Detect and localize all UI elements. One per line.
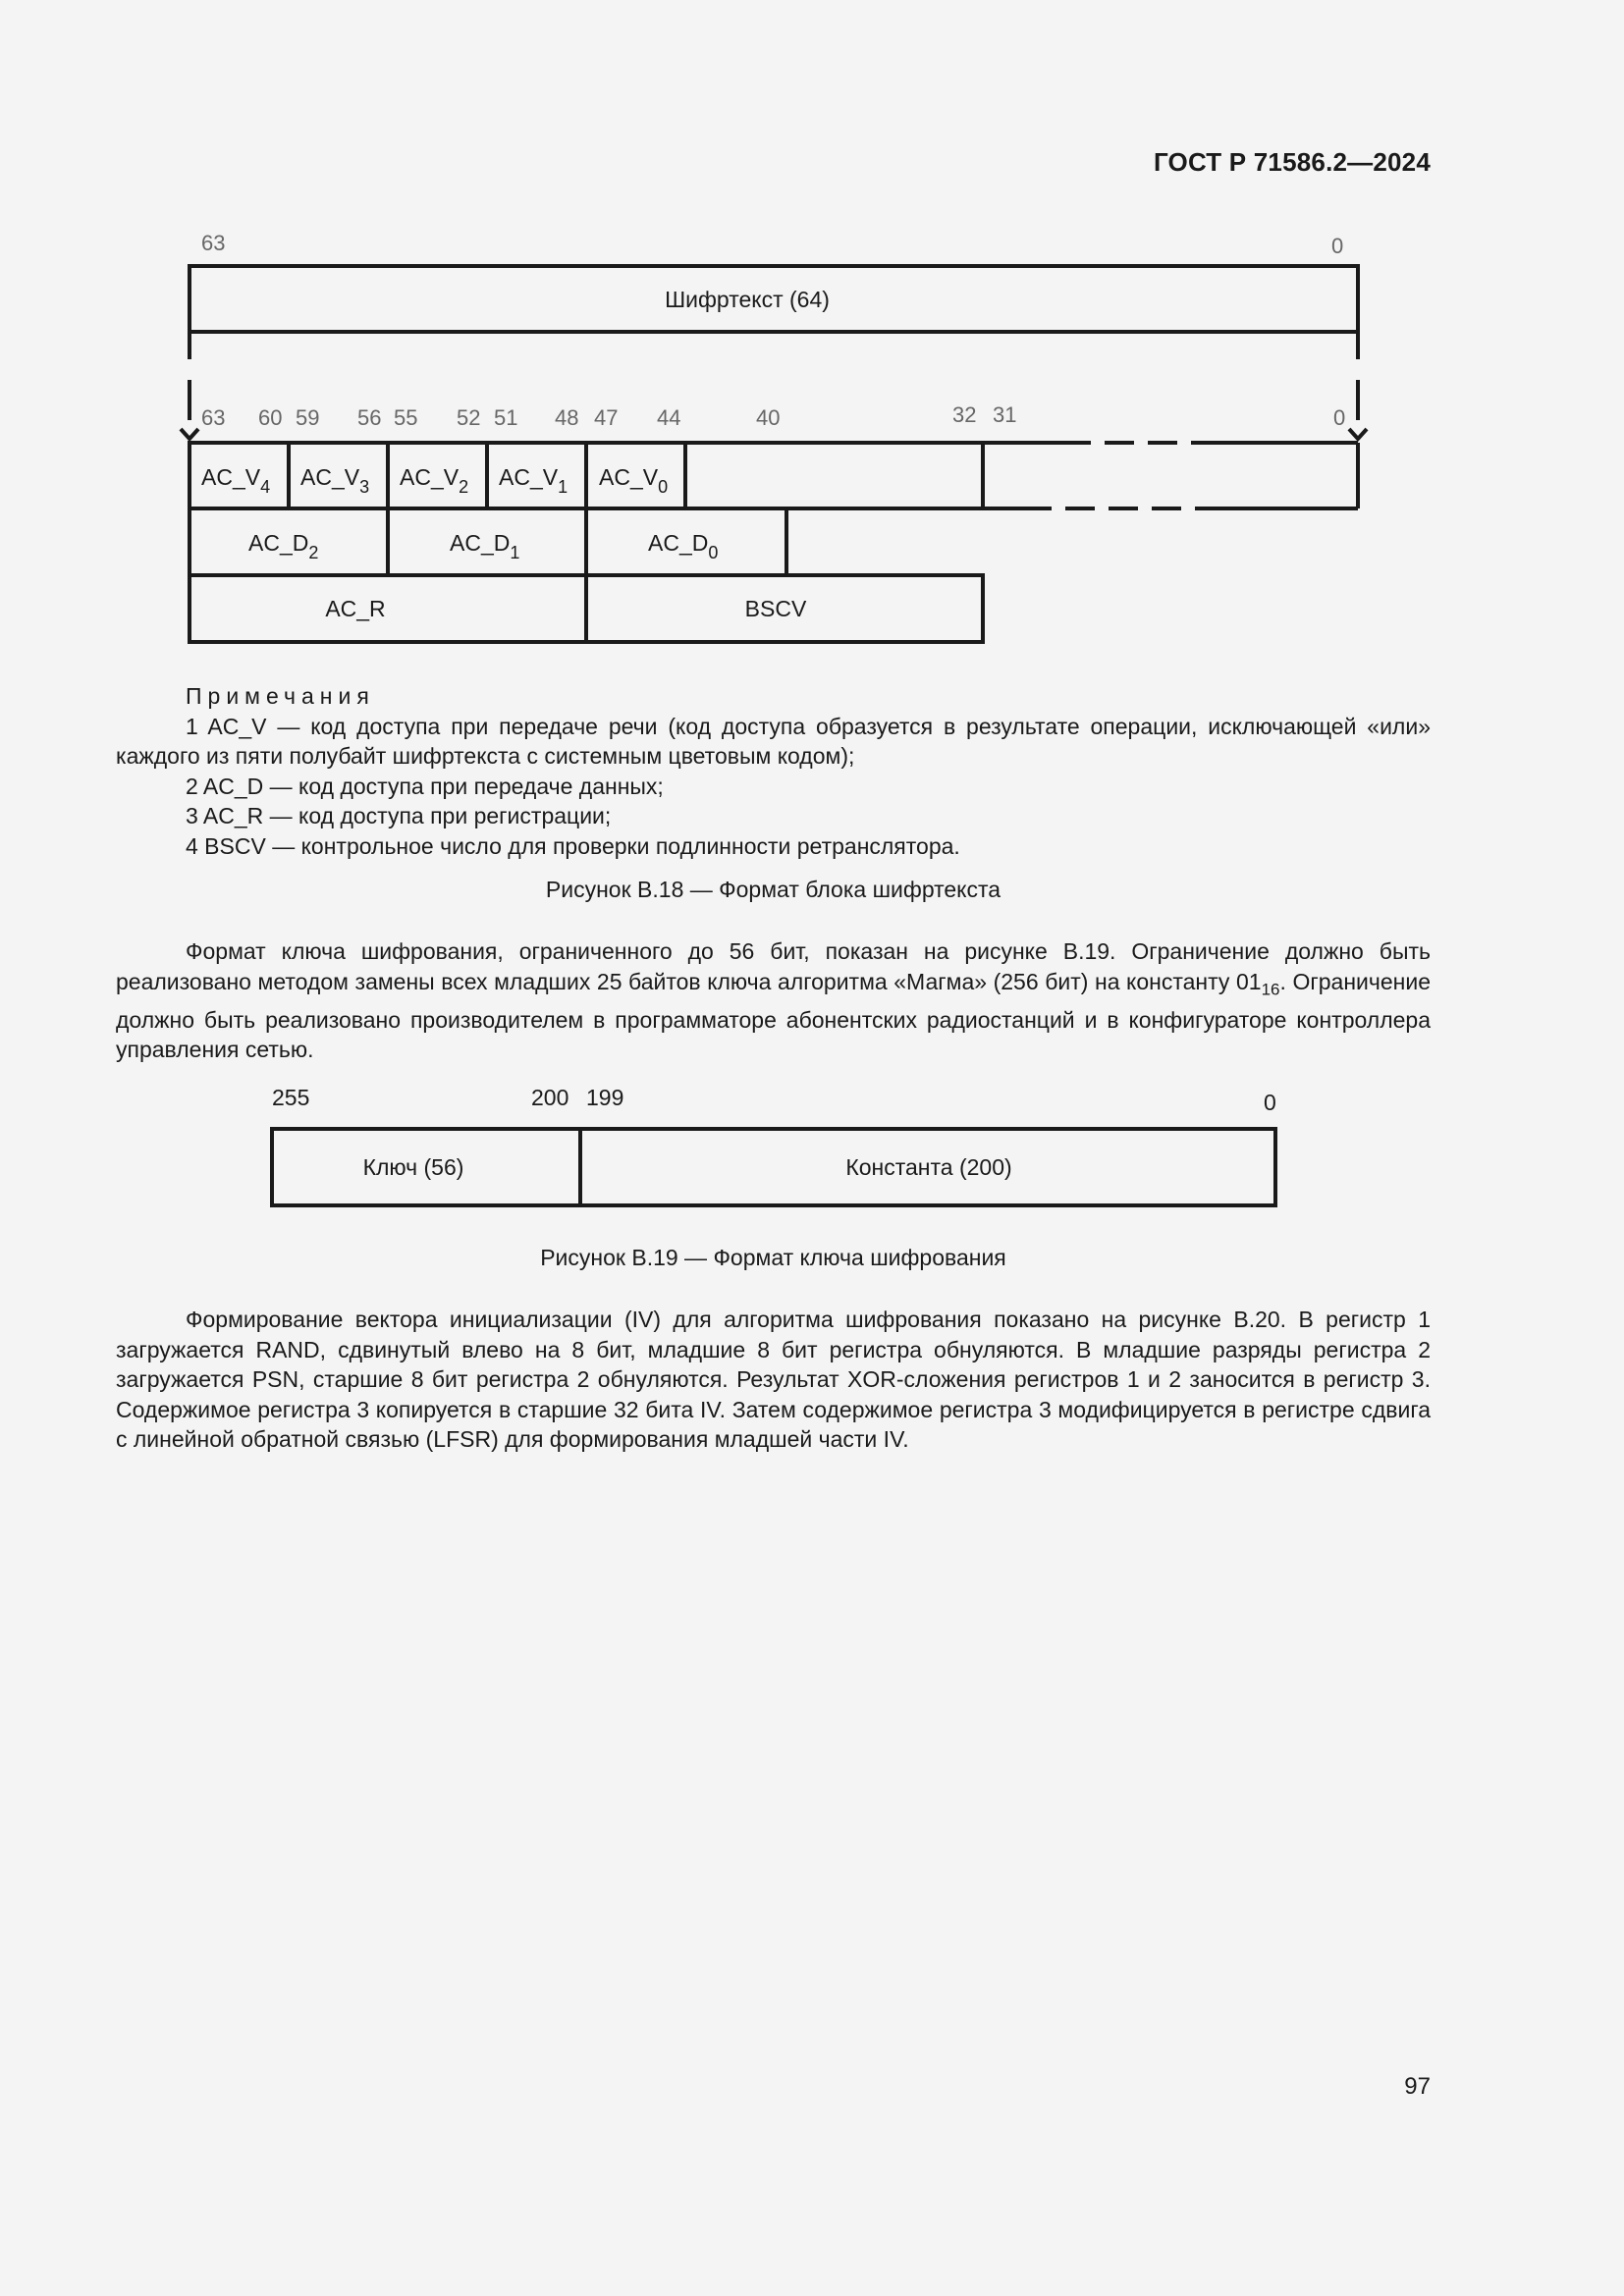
bit-label: 44 [657, 405, 681, 430]
bit-label: 0 [1333, 405, 1346, 430]
bit-label: 63 [201, 405, 226, 430]
bit-label: 0 [1264, 1090, 1276, 1115]
document-id: ГОСТ Р 71586.2—2024 [1153, 147, 1431, 177]
key-format-diagram [0, 1070, 1624, 1227]
ac-d2-label: $AC\_D_2$ [248, 530, 319, 562]
bscv-label: BSCV [744, 596, 807, 621]
bit-label-top-high: 63 [201, 231, 226, 255]
note-item: 2 AC_D — код доступа при передаче данных; [186, 773, 664, 799]
figure-caption-b18: Рисунок В.18 — Формат блока шифртекста [545, 877, 1001, 902]
bit-label: 31 [993, 402, 1017, 427]
bit-label: 52 [457, 405, 481, 430]
note-item: 1 AC_V — код доступа при передаче речи (код доступа образуется в результате операции, исключающей «или» каждого из пяти полубайт шифртекста с системным цветовым кодом); [116, 713, 1431, 769]
ac-d0-label: $AC\_D_0$ [648, 530, 719, 562]
dashed-continuation [983, 443, 1358, 508]
figure-key-format [0, 1070, 1624, 1227]
bit-label: 199 [586, 1085, 624, 1110]
figure-caption-b19: Рисунок В.19 — Формат ключа шифрования [540, 1245, 1006, 1270]
note-item: 4 BSCV — контрольное число для проверки подлинности ретранслятора. [186, 832, 960, 859]
key-field-label: Ключ (56) [362, 1154, 464, 1180]
figure-notes [116, 681, 1431, 861]
bit-label: 59 [296, 405, 320, 430]
page-number: 97 [1404, 2073, 1431, 2100]
ac-r-label: AC_R [325, 596, 386, 621]
paragraph-key-format: Формат ключа шифрования, ограниченного до 56 бит, показан на рисунке В.19. Ограничение должно быть реализовано методом замены всех младших 25 байтов ключа алгоритма «Магма» (256 бит) на константу $01_{16}$. Ограничение должно быть реализовано производителем в программаторе абонентских радиостанций и в конфигураторе контроллера управления сетью. [116, 938, 1431, 1063]
bit-label: 200 [531, 1085, 569, 1110]
ciphertext-block-diagram [0, 0, 1624, 667]
bit-label: 32 [952, 402, 977, 427]
bit-label: 255 [272, 1085, 310, 1110]
bit-label-top-low: 0 [1331, 234, 1344, 258]
ac-v4-label: $AC\_V_4$ [201, 464, 271, 497]
bit-label: 40 [756, 405, 781, 430]
note-item: 3 AC_R — код доступа при регистрации; [186, 803, 612, 828]
ac-v3-label: $AC\_V_3$ [300, 464, 370, 497]
arrow-right-icon [1349, 429, 1367, 439]
bit-label: 60 [258, 405, 283, 430]
bit-label: 51 [494, 405, 518, 430]
ac-v2-label: $AC\_V_2$ [400, 464, 469, 497]
arrow-left-icon [181, 429, 198, 439]
figure-ciphertext-block [0, 0, 1624, 667]
ac-v1-label: $AC\_V_1$ [499, 464, 568, 497]
paragraph-iv-formation: Формирование вектора инициализации (IV) для алгоритма шифрования показано на рисунке В.20. В регистр 1 загружается RAND, сдвинутый влево на 8 бит, младшие 8 бит регистра обнуляются. В младшие разряды регистра 2 загружается PSN, старшие 8 бит регистра 2 обнуляются. Результат XOR-сложения регистров 1 и 2 заносится в регистр 3. Содержимое регистра 3 копируется в старшие 32 бита IV. Затем содержимое регистра 3 модифицируется в регистре сдвига с линейной обратной связью (LFSR) для формирования младшей части IV. [116, 1307, 1431, 1452]
constant-field-label: Константа (200) [845, 1154, 1012, 1180]
bit-label: 56 [357, 405, 382, 430]
ciphertext-field-label: Шифртекст (64) [665, 287, 830, 312]
bit-label: 48 [555, 405, 579, 430]
ac-d1-label: $AC\_D_1$ [450, 530, 520, 562]
ac-v0-label: $AC\_V_0$ [599, 464, 669, 497]
notes-title: Примечания [186, 683, 375, 709]
bit-label: 55 [394, 405, 418, 430]
bit-label: 47 [594, 405, 619, 430]
registration-bscv-row [189, 575, 983, 642]
